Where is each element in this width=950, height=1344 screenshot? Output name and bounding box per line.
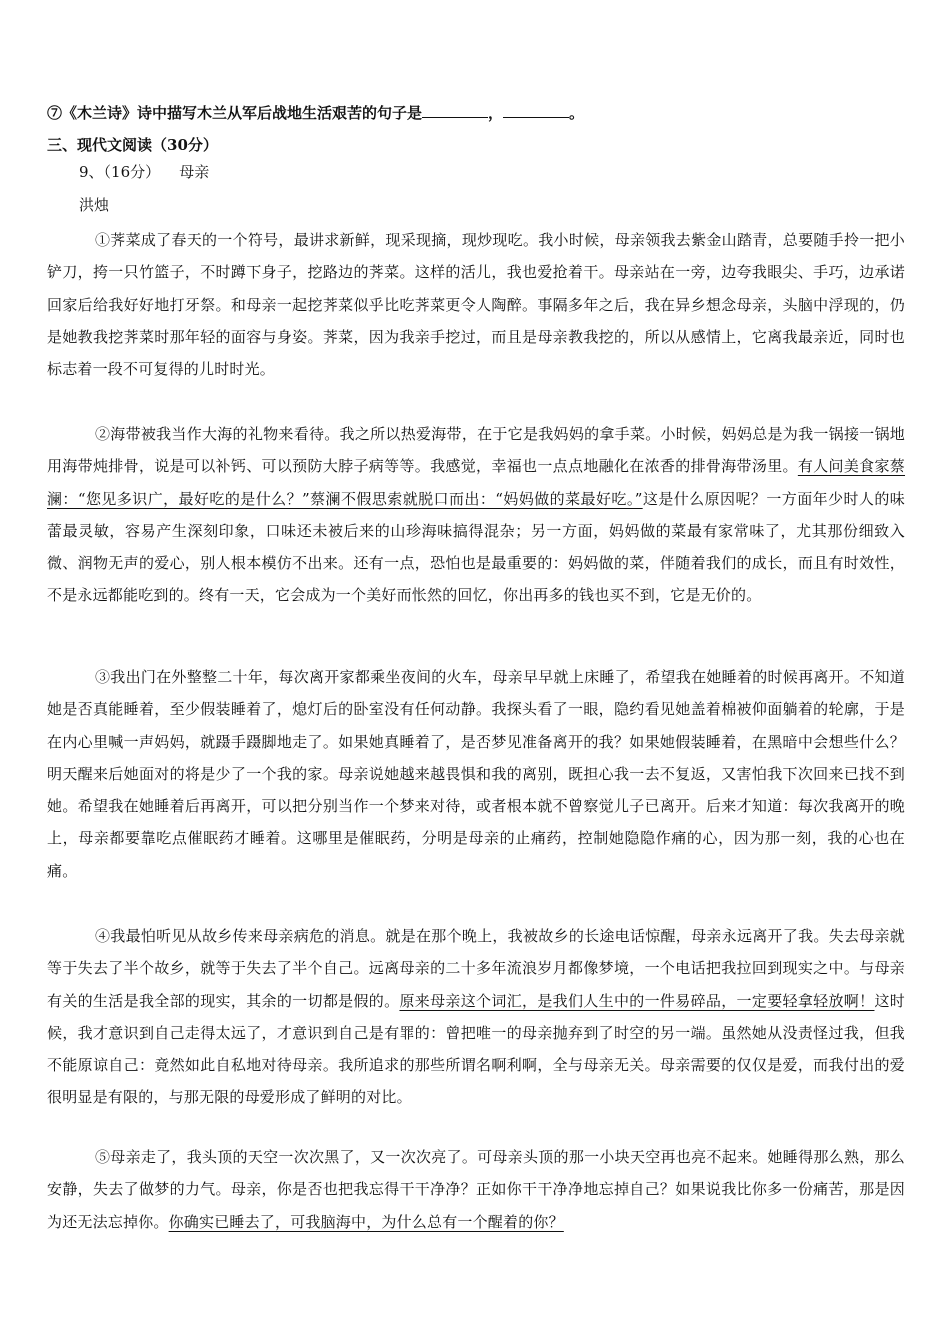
paragraph-4-text-a: ④我最怕听见从故乡传来母亲病危的消息。就是在那个晚上，我被故乡的长途电话惊醒，母亲永远离开了我。失去母亲就等于失去了半个故乡，就等于失去了半个自己。远离母亲的二十多年流浪岁月都像梦境，一个电话把我拉回到现实之中。与母亲有关的生活是我全部的现实，其余的一切都是假的。 [47,927,905,1010]
question-9-label: 9、（16分） [79,163,161,181]
paragraph-5-underlined-sentence: 你确实已睡去了，可我脑海中，为什么总有一个醒着的你？ [168,1212,564,1231]
question-9-heading [79,160,209,184]
paragraph-4-text-b: 这时候，我才意识到自己走得太远了，才意识到自己是有罪的：曾把唯一的母亲抛弃到了时空的另一端。虽然她从没责怪过我，但我不能原谅自己：竟然如此自私地对待母亲。我所追求的那些所谓名啊利啊，全与母亲无关。母亲需要的仅仅是爱，而我付出的爱很明显是有限的，与那无限的母爱形成了鲜明的对比。 [47,991,905,1107]
answer-blank-1[interactable] [422,103,488,118]
paragraph-2 [47,418,905,612]
paragraph-3: ③我出门在外整整二十年，每次离开家都乘坐夜间的火车，母亲早早就上床睡了，希望我在她睡着的时候再离开。不知道她是否真能睡着，至少假装睡着了，熄灯后的卧室没有任何动静。我探头看了一眼，隐约看见她盖着棉被仰面躺着的轮廓，于是在内心里喊一声妈妈，就蹑手蹑脚地走了。如果她真睡着了，是否梦见准备离开的我？如果她假装睡着，在黑暗中会想些什么？明天醒来后她面对的将是少了一个我的家。母亲说她越来越畏惧和我的离别，既担心我一去不复返，又害怕我下次回来已找不到她。希望我在她睡着后再离开，可以把分别当作一个梦来对待，或者根本就不曾察觉儿子已离开。后来才知道：每次我离开的晚上，母亲都要靠吃点催眠药才睡着。这哪里是催眠药，分明是母亲的止痛药，控制她隐隐作痛的心，因为那一刻，我的心也在痛。 [47,668,905,880]
question-7 [47,100,907,126]
article-title: 母亲 [179,163,210,181]
article-author: 洪烛 [79,196,110,214]
paragraph-2-underlined-quote: 有人问美食家蔡澜：“您见多识广，最好吃的是什么？”蔡澜不假思索就脱口而出：“妈妈做的菜最好吃。” [47,457,906,508]
question-7-separator: ， [488,104,504,122]
paragraph-5-text-a: ⑤母亲走了，我头顶的天空一次次黑了，又一次次亮了。可母亲头顶的那一小块天空再也亮不起来。她睡得那么熟，那么安静，失去了做梦的力气。母亲，你是否也把我忘得干干净净？正如你干干净净地忘掉自己？如果说我比你多一份痛苦，那是因为还无法忘掉你。 [47,1148,905,1231]
paragraph-5 [47,1141,905,1238]
answer-blank-2[interactable] [503,103,569,118]
paragraph-1: ①荠菜成了春天的一个符号，最讲求新鲜，现采现摘，现炒现吃。我小时候，母亲领我去紫金山踏青，总要随手拎一把小铲刀，挎一只竹篮子，不时蹲下身子，挖路边的荠菜。这样的活儿，我也爱抢着干。母亲站在一旁，边夸我眼尖、手巧，边承诺回家后给我好好地打牙祭。和母亲一起挖荠菜似乎比吃荠菜更令人陶醉。事隔多年之后，我在异乡想念母亲，头脑中浮现的，仍是她教我挖荠菜时那年轻的面容与身姿。荠菜，因为我亲手挖过，而且是母亲教我挖的，所以从感情上，它离我最亲近，同时也标志着一段不可复得的儿时时光。 [47,231,905,379]
paragraph-2-text-b: 这是什么原因呢？一方面年少时人的味蕾最灵敏，容易产生深刻印象，口味还未被后来的山珍海味搞得混杂；另一方面，妈妈做的菜最有家常味了，尤其那份细致入微、润物无声的爱心，别人根本模仿不出来。还有一点，恐怕也是最重要的：妈妈做的菜，伴随着我们的成长，而且有时效性，不是永远都能吃到的。终有一天，它会成为一个美好而怅然的回忆，你出再多的钱也买不到，它是无价的。 [47,489,905,605]
question-7-text: ⑦《木兰诗》诗中描写木兰从军后战地生活艰苦的句子是 [47,104,423,122]
paragraph-4 [47,920,905,1114]
question-7-end: 。 [569,104,585,122]
paragraph-4-underlined-sentence: 原来母亲这个词汇，是我们人生中的一件易碎品，一定要轻拿轻放啊！ [399,991,875,1010]
paragraph-2-text-a: ②海带被我当作大海的礼物来看待。我之所以热爱海带，在于它是我妈妈的拿手菜。小时候，妈妈总是为我一锅接一锅地用海带炖排骨，说是可以补钙、可以预防大脖子病等等。我感觉，幸福也一点点地融化在浓香的排骨海带汤里。 [47,425,905,476]
section-heading-modern-reading: 三、现代文阅读（30分） [47,136,218,154]
